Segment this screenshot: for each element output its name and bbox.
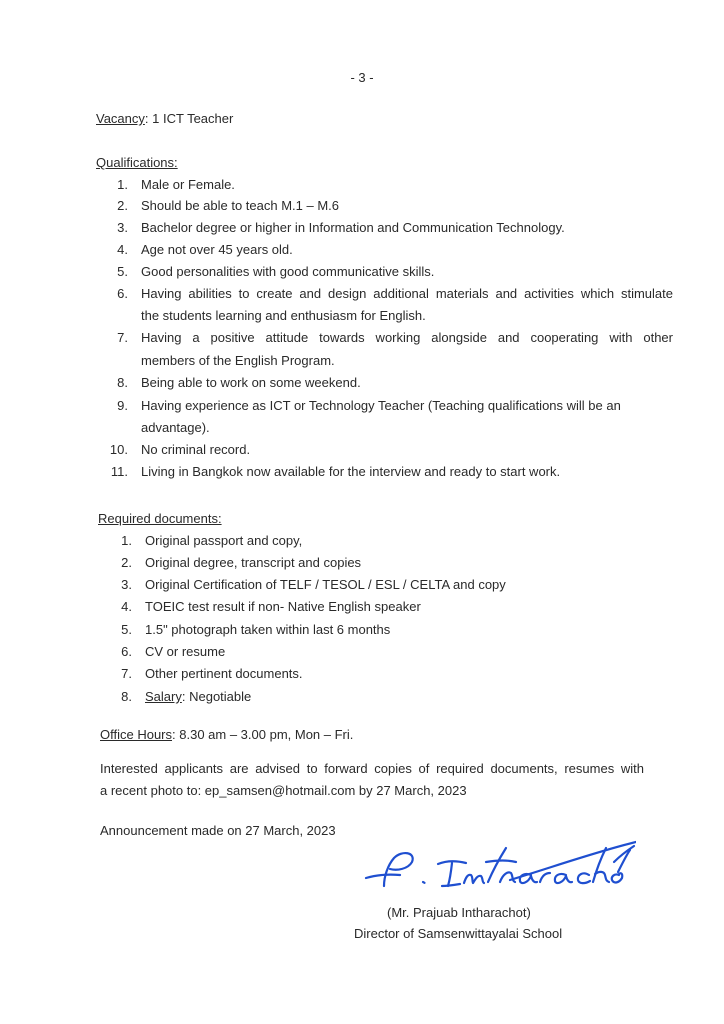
list-number: 10. xyxy=(109,442,128,457)
list-number: 3. xyxy=(121,577,132,592)
list-item: Original degree, transcript and copies xyxy=(145,555,362,570)
apply-text-line-2: a recent photo to: ep_samsen@hotmail.com by 27 March, 2023 xyxy=(100,783,467,798)
announcement-date: Announcement made on 27 March, 2023 xyxy=(100,823,336,838)
list-number: 7. xyxy=(117,330,128,345)
list-item: Original passport and copy, xyxy=(145,533,303,548)
list-item: Bachelor degree or higher in Information and Communication Technology. xyxy=(141,220,565,235)
list-number: 6. xyxy=(121,644,132,659)
salary-line: Salary: Negotiable xyxy=(145,689,252,704)
required-documents-heading: Required documents: xyxy=(98,511,222,526)
list-number: 7. xyxy=(121,666,132,681)
page-number: - 3 - xyxy=(350,70,374,85)
list-item: Should be able to teach M.1 – M.6 xyxy=(141,198,340,213)
list-item: Having experience as ICT or Technology Teacher (Teaching qualifications will be an xyxy=(141,398,621,413)
list-item: Having a positive attitude towards working alongside and cooperating with other xyxy=(141,330,673,345)
list-number: 9. xyxy=(117,398,128,413)
list-item: Other pertinent documents. xyxy=(145,666,303,681)
office-hours-label: Office Hours xyxy=(100,727,173,742)
list-item: CV or resume xyxy=(145,644,226,659)
list-number: 2. xyxy=(121,555,132,570)
list-item: No criminal record. xyxy=(141,442,251,457)
list-item: Living in Bangkok now available for the interview and ready to start work. xyxy=(141,464,561,479)
list-item-continuation: members of the English Program. xyxy=(141,353,335,368)
salary-label: Salary xyxy=(145,689,182,704)
list-item-continuation: the students learning and enthusiasm for English. xyxy=(141,308,426,323)
list-number: 11. xyxy=(110,464,128,479)
list-item-continuation: advantage). xyxy=(141,420,210,435)
list-item: Original Certification of TELF / TESOL / ESL / CELTA and copy xyxy=(145,577,506,592)
office-hours-line: Office Hours: 8.30 am – 3.00 pm, Mon – Fri. xyxy=(100,727,354,742)
list-item: 1.5" photograph taken within last 6 months xyxy=(145,622,391,637)
list-number: 5. xyxy=(117,264,128,279)
vacancy-label: Vacancy xyxy=(96,111,145,126)
signature-image xyxy=(360,838,636,898)
list-number: 3. xyxy=(117,220,128,235)
signatory-name: (Mr. Prajuab Intharachot) xyxy=(387,905,531,920)
list-number: 8. xyxy=(121,689,132,704)
list-item: Age not over 45 years old. xyxy=(141,242,293,257)
list-number: 4. xyxy=(117,242,128,257)
qualifications-heading: Qualifications: xyxy=(96,155,178,170)
list-item: TOEIC test result if non- Native English speaker xyxy=(145,599,421,614)
office-hours-value: 8.30 am – 3.00 pm, Mon – Fri. xyxy=(179,727,354,742)
list-number: 5. xyxy=(121,622,132,637)
apply-text-line-1: Interested applicants are advised to forward copies of required documents, resumes with xyxy=(100,761,644,776)
signatory-title: Director of Samsenwittayalai School xyxy=(354,926,563,941)
list-number: 2. xyxy=(117,198,128,213)
list-item: Male or Female. xyxy=(141,177,235,192)
list-number: 4. xyxy=(121,599,132,614)
list-number: 1. xyxy=(117,177,128,192)
list-number: 8. xyxy=(117,375,128,390)
vacancy-value: 1 ICT Teacher xyxy=(152,111,234,126)
list-number: 6. xyxy=(117,286,128,301)
list-item: Good personalities with good communicative skills. xyxy=(141,264,435,279)
vacancy-line: Vacancy: 1 ICT Teacher xyxy=(96,111,234,126)
list-item: Being able to work on some weekend. xyxy=(141,375,361,390)
list-number: 1. xyxy=(121,533,132,548)
list-item: Having abilities to create and design additional materials and activities which stimulate xyxy=(141,286,673,301)
salary-value: Negotiable xyxy=(189,689,252,704)
